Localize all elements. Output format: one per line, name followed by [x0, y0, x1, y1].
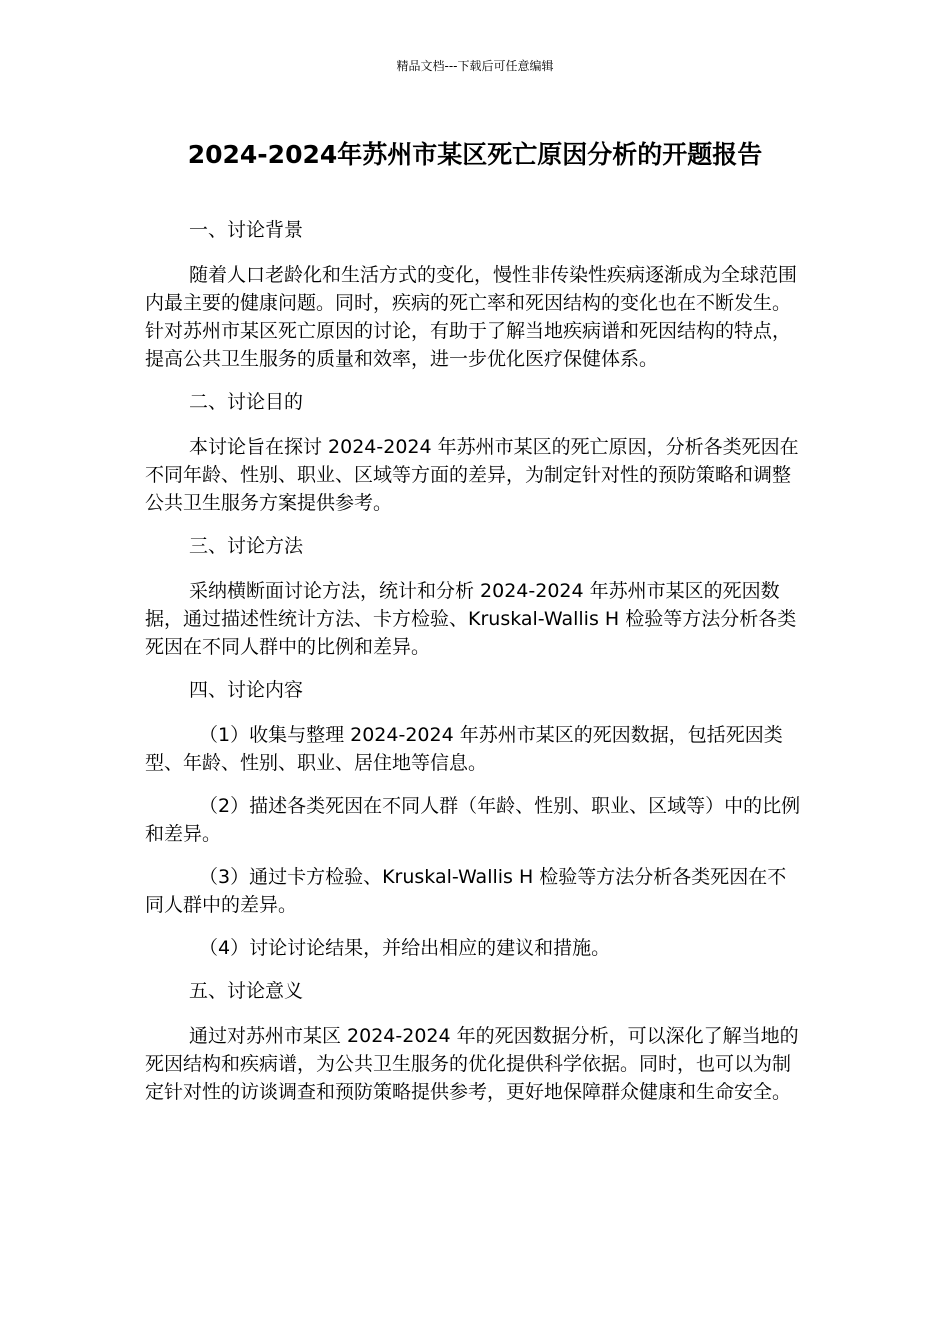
document-body: [145, 216, 805, 1121]
section-heading-background: 一、讨论背景: [189, 219, 304, 241]
page-header: 精品文档---下载后可任意编辑: [396, 59, 554, 73]
section-heading-significance: 五、讨论意义: [189, 980, 304, 1002]
section-heading-content: 四、讨论内容: [189, 679, 304, 701]
purpose-paragraph: 本讨论旨在探讨 2024-2024 年苏州市某区的死亡原因，分析各类死因在不同年龄、性别、职业、区域等方面的差异，为制定针对性的预防策略和调整公共卫生服务方案提供参考。: [145, 436, 799, 514]
significance-paragraph: 通过对苏州市某区 2024-2024 年的死因数据分析，可以深化了解当地的死因结构和疾病谱，为公共卫生服务的优化提供科学依据。同时，也可以为制定针对性的访谈调查和预防策略提供参考，更好地保障群众健康和生命安全。: [145, 1025, 799, 1103]
document-title: 2024-2024年苏州市某区死亡原因分析的开题报告: [187, 140, 763, 169]
content-item-2: （2）描述各类死因在不同人群（年龄、性别、职业、区域等）中的比例和差异。: [145, 795, 801, 845]
background-paragraph: 随着人口老龄化和生活方式的变化，慢性非传染性疾病逐渐成为全球范围内最主要的健康问题。同时，疾病的死亡率和死因结构的变化也在不断发生。针对苏州市某区死亡原因的讨论，有助于了解当地疾病谱和死因结构的特点，提高公共卫生服务的质量和效率，进一步优化医疗保健体系。: [145, 264, 798, 370]
method-paragraph: 采纳横断面讨论方法，统计和分析 2024-2024 年苏州市某区的死因数据，通过描述性统计方法、卡方检验、Kruskal-Wallis H 检验等方法分析各类死因在不同人群中的比例和差异。: [145, 580, 797, 658]
content-item-1: （1）收集与整理 2024-2024 年苏州市某区的死因数据，包括死因类型、年龄、性别、职业、居住地等信息。: [145, 724, 783, 774]
content-item-4: （4）讨论讨论结果，并给出相应的建议和措施。: [199, 937, 611, 959]
content-item-3: （3）通过卡方检验、Kruskal-Wallis H 检验等方法分析各类死因在不同人群中的差异。: [145, 866, 787, 916]
section-heading-method: 三、讨论方法: [189, 535, 304, 557]
section-heading-purpose: 二、讨论目的: [189, 391, 304, 413]
